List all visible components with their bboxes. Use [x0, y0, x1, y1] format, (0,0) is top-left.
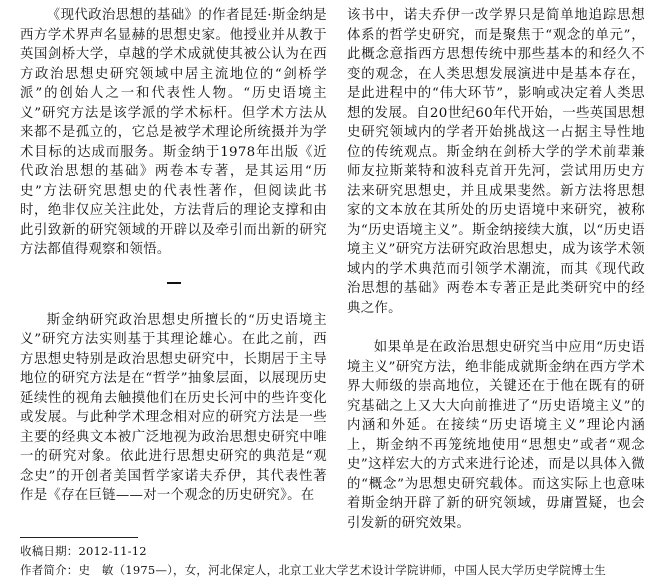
closing-paragraph: 如果单是在政治思想史研究当中应用“历史语境主义”研究方法，绝非能成就斯金纳在西方学术界大师级的崇高地位，关键还在于他在既有的研究基础之上又大大向前推进了“历史语境主义”的内涵和外延。在接续“历史语境主义”理论内涵上，斯金纳不再笼统地使用“思想史”或者“观念史”这样宏大的方式来进行论述，而是以具体入微的“概念”为思想史研究载体。而这实际上也意味着斯金纳开辟了新的研究领域，毋庸置疑，也会引发新的研究效果。 — [347, 340, 645, 531]
left-text-column — [20, 6, 327, 506]
section-one-paragraph: 斯金纳研究政治思想史所擅长的“历史语境主义”研究方法实则基于其理论雄心。在此之前，西方思想史特别是政治思想史研究中，长期居于主导地位的研究方法是在“哲学”抽象层面，以展现历史延续性的视角去触摸他们在历史长河中的些许变化或发展。与此种学术理念相对应的研究方法是一些主要的经典文本被广泛地视为政治思想史研究中唯一的研究对象。依此进行思想史研究的典范是“观念史”的开创者美国哲学家诺夫乔伊，其代表性著作是《存在巨链——对一个观念的历史研究》。在 — [20, 312, 327, 503]
continued-paragraph: 该书中，诺夫乔伊一改学界只是简单地追踪思想体系的哲学史研究，而是聚焦于“观念的单元”，此概念意指西方思想传统中那些基本的和经久不变的观念，在人类思想发展演进中是基本存在，是此进程中的“伟大环节”，影响或决定着人类思想的发展。自20世纪60年代开始，一些英国思想史研究领域内的学者开始挑战这一占据主导性地位的传统观点。斯金纳在剑桥大学的学术前辈兼师友拉斯莱特和波科克首开先河，尝试用历史方法来研究思想史，并且成果斐然。新方法将思想家的文本放在其所处的历史语境中来研究，被称为“历史语境主义”。斯金纳接续大旗，以“历史语境主义”研究方法研究政治思想史，成为该学术领域内的学术典范而引领学术潮流，而其《现代政治思想的基础》两卷本专著正是此类研究中的经典之作。 — [347, 8, 645, 316]
author-bio-note: 作者简介：史 敏（1975—），女，河北保定人，北京工业大学艺术设计学院讲师，中国人民大学历史学院博士生 — [20, 563, 606, 577]
right-text-column — [347, 6, 645, 533]
paragraph-gap — [347, 318, 645, 338]
section-number-mark — [167, 282, 181, 284]
received-date-note: 收稿日期：2012-11-12 — [20, 544, 147, 558]
footnote-separator — [20, 537, 138, 538]
intro-paragraph: 《现代政治思想的基础》的作者昆廷·斯金纳是西方学术界声名显赫的思想史家。他授业并从教于英国剑桥大学，卓越的学术成就使其被公认为在西方政治思想史研究领域中居主流地位的“剑桥学派”的创始人之一和代表性人物。“历史语境主义”研究方法是该学派的学术标杆。但学术方法从来都不是孤立的，它总是被学术理论所统摄并为学术目标的达成而服务。斯金纳于1978年出版《近代政治思想的基础》两卷本专著，是其运用“历史”方法研究思想史的代表性著作，但阅读此书时，绝非仅应关注此处，方法背后的理论支撑和由此引致新的研究领域的开辟以及牵引而出新的研究方法都值得观察和领悟。 — [20, 8, 327, 257]
